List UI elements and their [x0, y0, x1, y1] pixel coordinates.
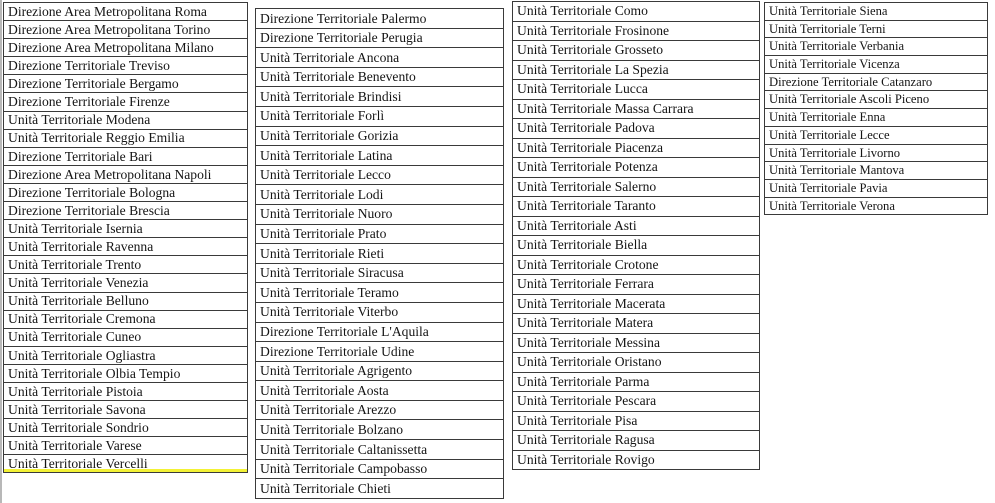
table-row — [765, 3, 988, 21]
office-name-cell: Unità Territoriale Frosinone — [513, 21, 760, 41]
table-row — [765, 109, 988, 127]
office-name-cell: Unità Territoriale Chieti — [256, 479, 504, 499]
office-name-cell: Unità Territoriale Prato — [256, 224, 504, 244]
office-name-cell: Unità Territoriale Grosseto — [513, 41, 760, 61]
table-row — [765, 162, 988, 180]
office-name-cell: Unità Territoriale Lecco — [256, 165, 504, 185]
office-name-cell: Direzione Territoriale Udine — [256, 342, 504, 362]
office-name-cell: Direzione Territoriale Perugia — [256, 28, 504, 48]
table-row — [765, 144, 988, 162]
office-name-cell: Unità Territoriale Teramo — [256, 283, 504, 303]
table-row — [4, 238, 248, 256]
office-name-cell: Unità Territoriale Salerno — [513, 177, 760, 197]
office-name-cell: Unità Territoriale Ferrara — [513, 275, 760, 295]
table-row — [256, 263, 504, 283]
table-row — [4, 346, 248, 364]
office-name-cell: Direzione Territoriale Catanzaro — [765, 73, 988, 91]
office-name-cell: Unità Territoriale Potenza — [513, 158, 760, 178]
table-row — [4, 382, 248, 400]
table-row — [4, 75, 248, 93]
table-row — [4, 401, 248, 419]
table-row — [4, 202, 248, 220]
office-name-cell: Unità Territoriale Mantova — [765, 162, 988, 180]
table-row — [4, 310, 248, 328]
table-row — [513, 392, 760, 412]
table-row — [765, 91, 988, 109]
table-row — [513, 80, 760, 100]
office-name-cell: Unità Territoriale Oristano — [513, 353, 760, 373]
table-row — [256, 165, 504, 185]
office-name-cell: Unità Territoriale Aosta — [256, 381, 504, 401]
office-name-cell: Unità Territoriale Cuneo — [4, 328, 248, 346]
office-name-cell: Unità Territoriale Ancona — [256, 48, 504, 68]
table-row — [256, 146, 504, 166]
office-list-column-4 — [764, 2, 988, 215]
table-row — [765, 38, 988, 56]
table-row — [256, 67, 504, 87]
scan-edge — [0, 0, 2, 503]
office-name-cell: Unità Territoriale Modena — [4, 111, 248, 129]
table-row — [513, 372, 760, 392]
office-name-cell: Unità Territoriale Brindisi — [256, 87, 504, 107]
office-name-cell: Unità Territoriale Arezzo — [256, 400, 504, 420]
table-row — [256, 126, 504, 146]
office-name-cell: Unità Territoriale Biella — [513, 236, 760, 256]
office-name-cell: Unità Territoriale Piacenza — [513, 138, 760, 158]
office-name-cell: Unità Territoriale Ragusa — [513, 431, 760, 451]
office-name-cell: Unità Territoriale Livorno — [765, 144, 988, 162]
table-row — [513, 314, 760, 334]
table-row — [4, 147, 248, 165]
office-name-cell: Unità Territoriale Lucca — [513, 80, 760, 100]
office-name-cell: Unità Territoriale Ravenna — [4, 238, 248, 256]
office-name-cell: Unità Territoriale Varese — [4, 437, 248, 455]
table-row — [256, 459, 504, 479]
table-row — [513, 333, 760, 353]
table-row — [513, 431, 760, 451]
highlighted-table-row — [4, 455, 248, 473]
office-name-cell: Unità Territoriale Isernia — [4, 220, 248, 238]
office-name-cell: Unità Territoriale Lodi — [256, 185, 504, 205]
office-list-column-1 — [3, 2, 248, 473]
table-row — [256, 9, 504, 29]
office-name-cell: Unità Territoriale Nuoro — [256, 204, 504, 224]
table-row — [513, 99, 760, 119]
office-name-cell: Unità Territoriale Forlì — [256, 106, 504, 126]
table-row — [4, 183, 248, 201]
office-name-cell: Unità Territoriale Viterbo — [256, 302, 504, 322]
office-name-cell: Direzione Territoriale Palermo — [256, 9, 504, 29]
table-row — [4, 220, 248, 238]
table-row — [513, 294, 760, 314]
office-name-cell: Unità Territoriale Pistoia — [4, 382, 248, 400]
table-row — [513, 236, 760, 256]
office-name-cell: Unità Territoriale Latina — [256, 146, 504, 166]
table-row — [4, 165, 248, 183]
office-name-cell: Direzione Territoriale Brescia — [4, 202, 248, 220]
table-row — [513, 216, 760, 236]
office-name-cell: Unità Territoriale Macerata — [513, 294, 760, 314]
office-name-cell: Direzione Area Metropolitana Napoli — [4, 165, 248, 183]
table-row — [4, 93, 248, 111]
table-row — [513, 275, 760, 295]
table-row — [256, 302, 504, 322]
table-row — [256, 28, 504, 48]
table-row — [513, 158, 760, 178]
office-name-cell: Unità Territoriale Pavia — [765, 179, 988, 197]
table-row — [513, 60, 760, 80]
office-name-cell: Unità Territoriale Bolzano — [256, 420, 504, 440]
office-name-cell: Direzione Territoriale Bari — [4, 147, 248, 165]
office-name-cell: Unità Territoriale Caltanissetta — [256, 440, 504, 460]
office-name-cell: Unità Territoriale Siracusa — [256, 263, 504, 283]
office-name-cell: Unità Territoriale Verona — [765, 197, 988, 215]
table-row — [765, 20, 988, 38]
office-list-column-3 — [512, 1, 760, 470]
table-row — [4, 328, 248, 346]
table-row — [765, 179, 988, 197]
office-name-cell: Unità Territoriale Benevento — [256, 67, 504, 87]
table-row — [4, 111, 248, 129]
table-row — [513, 255, 760, 275]
table-row — [256, 400, 504, 420]
office-name-cell: Unità Territoriale Ogliastra — [4, 346, 248, 364]
office-name-cell: Unità Territoriale Asti — [513, 216, 760, 236]
office-name-cell: Unità Territoriale Olbia Tempio — [4, 364, 248, 382]
office-name-cell: Unità Territoriale Messina — [513, 333, 760, 353]
office-name-cell: Unità Territoriale Cremona — [4, 310, 248, 328]
table-row — [765, 56, 988, 74]
table-row — [4, 129, 248, 147]
office-name-cell: Direzione Area Metropolitana Roma — [4, 3, 248, 21]
office-name-cell: Unità Territoriale Terni — [765, 20, 988, 38]
table-row — [256, 440, 504, 460]
table-row — [4, 21, 248, 39]
office-name-cell: Unità Territoriale Enna — [765, 109, 988, 127]
office-name-cell: Unità Territoriale Belluno — [4, 292, 248, 310]
office-name-cell: Unità Territoriale Savona — [4, 401, 248, 419]
office-name-cell: Unità Territoriale Gorizia — [256, 126, 504, 146]
table-row — [4, 292, 248, 310]
office-name-cell: Unità Territoriale Pescara — [513, 392, 760, 412]
office-name-cell: Unità Territoriale Siena — [765, 3, 988, 21]
table-row — [4, 364, 248, 382]
table-row — [513, 119, 760, 139]
table-row — [256, 244, 504, 264]
office-name-cell: Unità Territoriale Sondrio — [4, 419, 248, 437]
office-name-cell: Unità Territoriale Trento — [4, 256, 248, 274]
office-name-cell: Direzione Territoriale Firenze — [4, 93, 248, 111]
office-name-cell: Direzione Territoriale L'Aquila — [256, 322, 504, 342]
table-row — [513, 138, 760, 158]
table-row — [256, 185, 504, 205]
table-row — [256, 322, 504, 342]
office-name-cell: Unità Territoriale Como — [513, 2, 760, 22]
table-row — [513, 450, 760, 470]
office-name-cell: Unità Territoriale Matera — [513, 314, 760, 334]
table-row — [4, 419, 248, 437]
table-row — [256, 381, 504, 401]
office-name-cell: Unità Territoriale Verbania — [765, 38, 988, 56]
office-name-cell: Unità Territoriale Vercelli — [4, 455, 248, 473]
table-row — [513, 411, 760, 431]
office-name-cell: Unità Territoriale Crotone — [513, 255, 760, 275]
office-name-cell: Unità Territoriale Campobasso — [256, 459, 504, 479]
table-row — [4, 274, 248, 292]
office-name-cell: Direzione Area Metropolitana Milano — [4, 39, 248, 57]
table-row — [765, 126, 988, 144]
office-name-cell: Unità Territoriale Taranto — [513, 197, 760, 217]
office-name-cell: Unità Territoriale Pisa — [513, 411, 760, 431]
table-row — [256, 342, 504, 362]
office-name-cell: Unità Territoriale Parma — [513, 372, 760, 392]
office-name-cell: Unità Territoriale Vicenza — [765, 56, 988, 74]
table-row — [4, 57, 248, 75]
office-name-cell: Direzione Territoriale Bologna — [4, 183, 248, 201]
table-row — [513, 177, 760, 197]
table-row — [4, 437, 248, 455]
table-row — [256, 224, 504, 244]
office-list-column-2 — [255, 8, 504, 499]
office-name-cell: Direzione Territoriale Treviso — [4, 57, 248, 75]
table-row — [513, 353, 760, 373]
table-row — [4, 3, 248, 21]
table-row — [765, 197, 988, 215]
table-row — [256, 48, 504, 68]
table-row — [513, 197, 760, 217]
office-name-cell: Unità Territoriale Padova — [513, 119, 760, 139]
office-name-cell: Unità Territoriale Massa Carrara — [513, 99, 760, 119]
table-row — [256, 106, 504, 126]
table-row — [256, 479, 504, 499]
office-name-cell: Unità Territoriale Rieti — [256, 244, 504, 264]
office-name-cell: Unità Territoriale Lecce — [765, 126, 988, 144]
table-row — [4, 256, 248, 274]
table-row — [256, 420, 504, 440]
table-row — [513, 41, 760, 61]
table-row — [256, 283, 504, 303]
office-name-cell: Unità Territoriale Reggio Emilia — [4, 129, 248, 147]
office-name-cell: Direzione Territoriale Bergamo — [4, 75, 248, 93]
office-name-cell: Unità Territoriale Rovigo — [513, 450, 760, 470]
office-name-cell: Direzione Area Metropolitana Torino — [4, 21, 248, 39]
office-name-cell: Unità Territoriale Venezia — [4, 274, 248, 292]
table-row — [4, 39, 248, 57]
office-name-cell: Unità Territoriale Agrigento — [256, 361, 504, 381]
table-row — [256, 87, 504, 107]
table-row — [513, 2, 760, 22]
table-row — [513, 21, 760, 41]
office-name-cell: Unità Territoriale La Spezia — [513, 60, 760, 80]
table-row — [256, 204, 504, 224]
table-row — [256, 361, 504, 381]
table-row — [765, 73, 988, 91]
office-name-cell: Unità Territoriale Ascoli Piceno — [765, 91, 988, 109]
